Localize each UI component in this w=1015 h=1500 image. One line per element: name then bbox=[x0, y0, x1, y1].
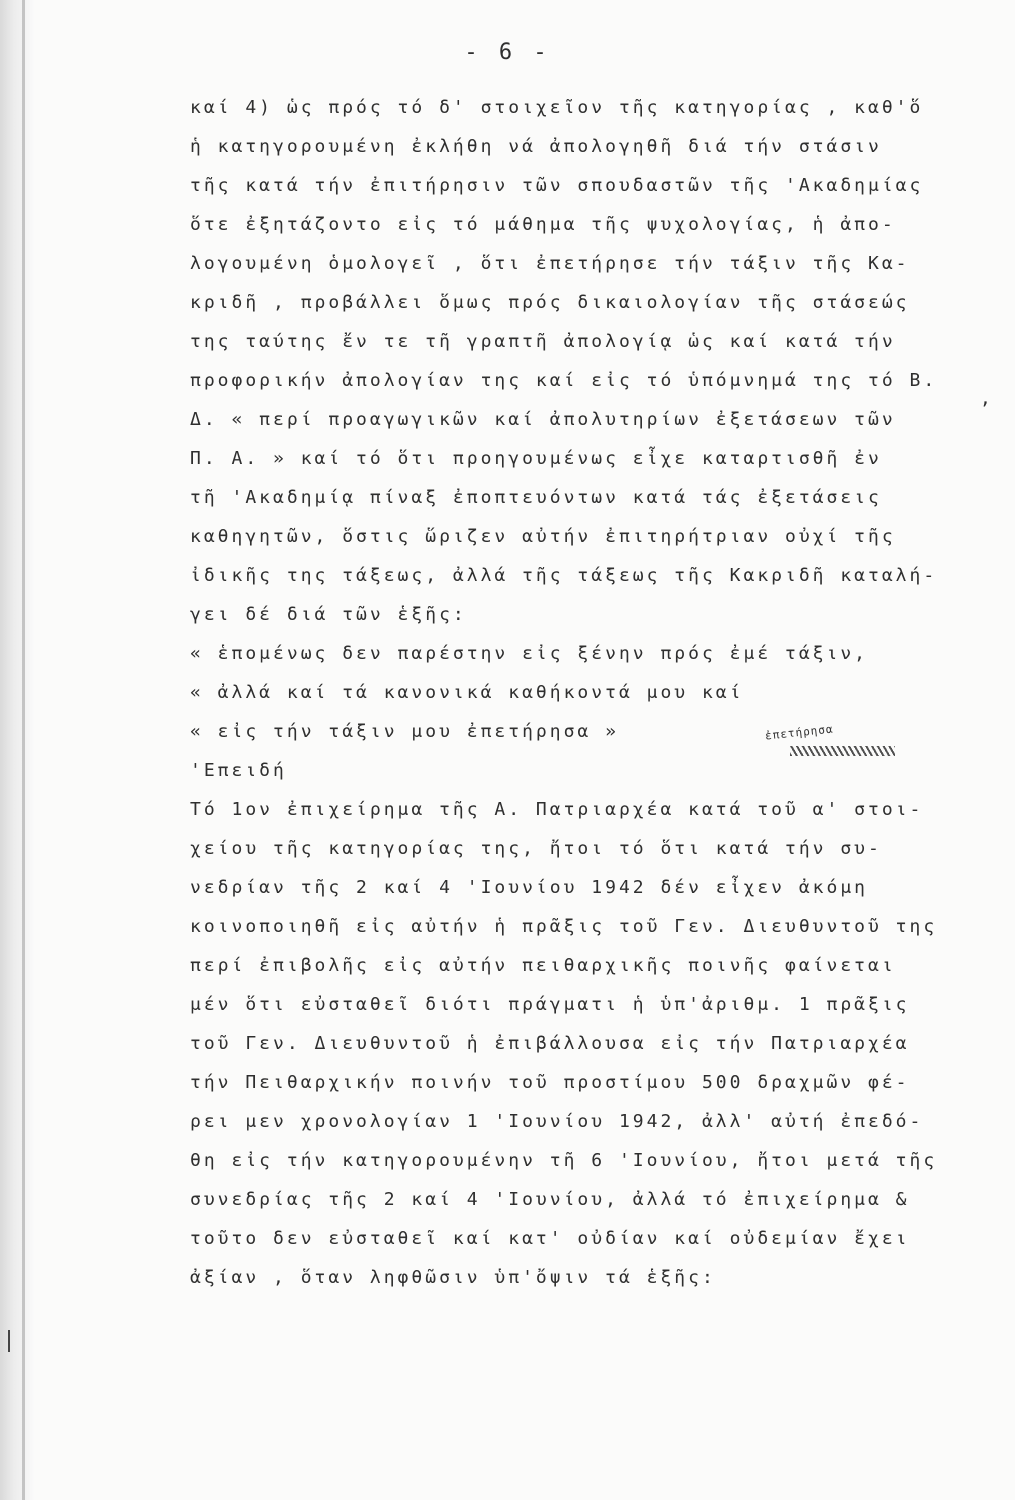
page-number: - 6 - bbox=[464, 40, 551, 65]
text-line: « ἑπομένως δεν παρέστην εἰς ξένην πρός ἐμέ τάξιν, bbox=[190, 643, 869, 664]
text-line: ἀξίαν , ὅταν ληφθῶσιν ὑπ'ὄψιν τά ἑξῆς: bbox=[190, 1267, 716, 1288]
text-line: τήν Πειθαρχικήν ποινήν τοῦ προστίμου 500 δραχμῶν φέ- bbox=[190, 1072, 910, 1093]
text-line: ἰδικῆς της τάξεως, ἀλλά τῆς τάξεως τῆς Κακριδῆ καταλή- bbox=[190, 565, 938, 586]
text-line: « ἀλλά καί τά κανονικά καθήκοντά μου καί bbox=[190, 682, 744, 703]
text-line: προφορικήν ἀπολογίαν της καί εἰς τό ὑπόμνημά της τό Β. bbox=[190, 370, 938, 391]
text-line: θη εἰς τήν κατηγορουμένην τῆ 6 'Ιουνίου, ἤτοι μετά τῆς bbox=[190, 1150, 938, 1171]
text-line: « εἰς τήν τάξιν μου ἐπετήρησα » bbox=[190, 721, 619, 742]
text-line: περί ἐπιβολῆς εἰς αὐτήν πειθαρχικῆς ποινῆς φαίνεται bbox=[190, 955, 896, 976]
typed-body-text bbox=[190, 88, 990, 1297]
text-line: 'Επειδή bbox=[190, 760, 287, 781]
text-line: κριδῆ , προβάλλει ὅμως πρός δικαιολογίαν τῆς στάσεώς bbox=[190, 292, 910, 313]
struck-out-word bbox=[790, 746, 895, 756]
text-line: της ταύτης ἔν τε τῆ γραπτῆ ἀπολογίᾳ ὡς καί κατά τήν bbox=[190, 331, 896, 352]
text-line: τοῦ Γεν. Διευθυντοῦ ἡ ἐπιβάλλουσα εἰς τήν Πατριαρχέα bbox=[190, 1033, 910, 1054]
text-line: συνεδρίας τῆς 2 καί 4 'Ιουνίου, ἀλλά τό ἐπιχείρημα & bbox=[190, 1189, 910, 1210]
text-line: γει δέ διά τῶν ἑξῆς: bbox=[190, 604, 467, 625]
text-line: κοινοποιηθῆ εἰς αὐτήν ἡ πρᾶξις τοῦ Γεν. Διευθυντοῦ της bbox=[190, 916, 938, 937]
text-line: καθηγητῶν, ὅστις ὥριζεν αὐτήν ἐπιτηρήτριαν οὐχί τῆς bbox=[190, 526, 896, 547]
text-line: Τό 1ον ἐπιχείρημα τῆς Α. Πατριαρχέα κατά τοῦ α' στοι- bbox=[190, 799, 924, 820]
text-line: καί 4) ὡς πρός τό δ' στοιχεῖον τῆς κατηγορίας , καθ'ὅ bbox=[190, 97, 924, 118]
handwritten-insertion: ἐπετήρησα bbox=[764, 722, 835, 743]
binding-line bbox=[22, 0, 25, 1500]
text-line: Π. Α. » καί τό ὅτι προηγουμένως εἶχε καταρτισθῆ ἐν bbox=[190, 448, 882, 469]
binding-edge bbox=[0, 0, 34, 1500]
text-line: ἡ κατηγορουμένη ἐκλήθη νά ἀπολογηθῆ διά τήν στάσιν bbox=[190, 136, 882, 157]
text-line: μέν ὅτι εὐσταθεῖ διότι πράγματι ἡ ὑπ'ἀριθμ. 1 πρᾶξις bbox=[190, 994, 910, 1015]
text-line: τοῦτο δεν εὐσταθεῖ καί κατ' οὐδίαν καί οὐδεμίαν ἔχει bbox=[190, 1228, 910, 1249]
text-line: λογουμένη ὁμολογεῖ , ὅτι ἐπετήρησε τήν τάξιν τῆς Κα- bbox=[190, 253, 910, 274]
text-line: Δ. « περί προαγωγικῶν καί ἀπολυτηρίων ἐξετάσεων τῶν bbox=[190, 409, 896, 430]
margin-comma-mark: , bbox=[980, 388, 991, 409]
text-line: τῆς κατά τήν ἐπιτήρησιν τῶν σπουδαστῶν τῆς 'Ακαδημίας bbox=[190, 175, 924, 196]
text-line: ρει μεν χρονολογίαν 1 'Ιουνίου 1942, ἀλλ' αὐτή ἐπεδό- bbox=[190, 1111, 924, 1132]
text-line: χείου τῆς κατηγορίας της, ἤτοι τό ὅτι κατά τήν συ- bbox=[190, 838, 882, 859]
text-line: τῆ 'Ακαδημίᾳ πίναξ ἐποπτευόντων κατά τάς ἐξετάσεις bbox=[190, 487, 882, 508]
text-line: ὅτε ἐξητάζοντο εἰς τό μάθημα τῆς ψυχολογίας, ἡ ἀπο- bbox=[190, 214, 896, 235]
text-line: νεδρίαν τῆς 2 καί 4 'Ιουνίου 1942 δέν εἶχεν ἀκόμη bbox=[190, 877, 869, 898]
edge-mark bbox=[8, 1330, 10, 1352]
